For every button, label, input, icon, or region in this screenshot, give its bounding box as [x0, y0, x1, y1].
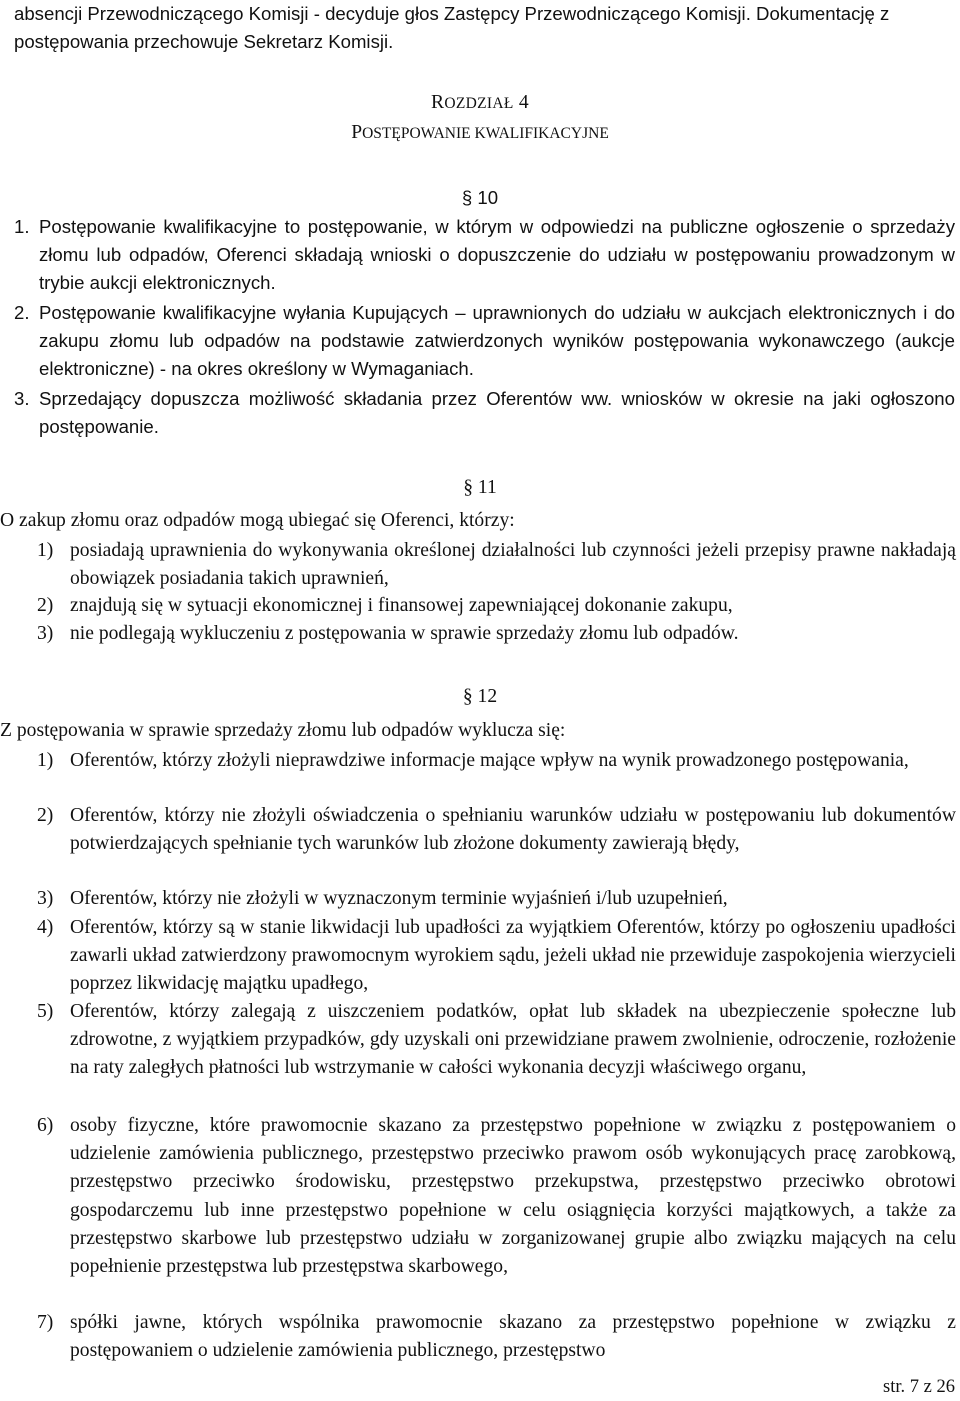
section-11-item-1: [37, 537, 956, 593]
item-number: 3): [37, 888, 54, 909]
point-text: Sprzedający dopuszcza możliwość składania przez Oferentów ww. wniosków w okresie na jaki ogłoszono postępowanie.: [39, 388, 955, 438]
item-text: Oferentów, którzy są w stanie likwidacji lub upadłości za wyjątkiem Oferentów, którzy po ogłoszeniu upadłości zawarli układ zatwierdzony prawomocnym wyrokiem sądu, jeżeli układ nie przewiduje zaspokojenia wierzycieli poprzez likwidację majątku upadłego,: [70, 917, 956, 995]
item-number: 4): [37, 917, 54, 938]
item-number: 5): [37, 1001, 54, 1022]
item-number: 7): [37, 1312, 54, 1333]
chapter-number: 4: [518, 92, 529, 113]
section-12-lead: Z postępowania w sprawie sprzedaży złomu lub odpadów wyklucza się:: [0, 720, 566, 741]
item-text: Oferentów, którzy nie złożyli w wyznaczonym terminie wyjaśnień i/lub uzupełnień,: [70, 888, 728, 909]
page-number: str. 7 z 26: [883, 1377, 955, 1397]
item-text: osoby fizyczne, które prawomocnie skazano za przestępstwo popełnione w związku z postępowaniem o udzielenie zamówienia publicznego, przestępstwo przeciwko prawom osób wykonujących pracę zarobkową, przestępstwo przeciwko środowisku, przestępstwo przekupstwa, przestępstwo przeciwko obrotowi gospodarczemu lub inne przestępstwo popełnione w celu osiągnięcia korzyści majątkowych, a także za przestępstwo skarbowe lub przestępstwo udziału w zorganizowanej grupie albo związku mających na celu popełnienie przestępstwa lub przestępstwa skarbowego,: [70, 1115, 956, 1278]
intro-paragraph: absencji Przewodniczącego Komisji - decyduje głos Zastępcy Przewodniczącego Komisji. Dokumentację z postępowania przechowuje Sekretarz Komisji.: [14, 3, 890, 53]
item-text: nie podlegają wykluczeniu z postępowania w sprawie sprzedaży złomu lub odpadów.: [70, 623, 739, 644]
section-11-heading: § 11: [463, 477, 497, 498]
section-11-item-3: [37, 620, 956, 648]
item-text: Oferentów, którzy złożyli nieprawdziwe informacje mające wpływ na wynik prowadzonego postępowania,: [70, 750, 909, 771]
point-number: 2.: [14, 302, 30, 323]
item-number: 1): [37, 540, 54, 561]
item-text: Oferentów, którzy nie złożyli oświadczenia o spełnianiu warunków udziału w postępowaniu lub dokumentów potwierdzających spełnianie tych warunków lub złożone dokumenty zawierają błędy,: [70, 805, 956, 855]
section-12-item-2: [37, 802, 956, 858]
chapter-title-initial: P: [351, 122, 363, 143]
section-12-item-1: [37, 747, 956, 775]
item-number: 3): [37, 623, 54, 644]
item-number: 2): [37, 595, 54, 616]
section-12-item-6: [37, 1112, 956, 1281]
point-text: Postępowanie kwalifikacyjne to postępowanie, w którym w odpowiedzi na publiczne ogłoszenie o sprzedaży złomu lub odpadów, Oferenci składają wnioski o dopuszczenie do udziału w postępowaniu prowadzonym w trybie aukcji elektronicznych.: [39, 216, 955, 294]
section-12-item-3: [37, 885, 956, 913]
item-text: spółki jawne, których wspólnika prawomocnie skazano za przestępstwo popełnione w związku z postępowaniem o udzielenie zamówienia publicznego, przestępstwo: [70, 1312, 956, 1362]
section-11-lead: O zakup złomu oraz odpadów mogą ubiegać się Oferenci, którzy:: [0, 510, 515, 531]
section-10-point-1: [14, 213, 955, 298]
item-text: posiadają uprawnienia do wykonywania określonej działalności lub czynności jeżeli przepisy prawne nakładają obowiązek posiadania takich uprawnień,: [70, 540, 956, 590]
chapter-heading: [0, 89, 960, 118]
section-10-point-3: [14, 385, 955, 441]
section-12-heading: § 12: [462, 686, 498, 707]
chapter-title-rest: OSTĘPOWANIE KWALIFIKACYJNE: [362, 125, 609, 142]
section-12-item-4: [37, 914, 956, 999]
item-number: 1): [37, 750, 54, 771]
point-number: 3.: [14, 388, 30, 409]
chapter-label-initial: R: [431, 92, 445, 113]
section-11-item-2: [37, 592, 956, 620]
chapter-title: [0, 119, 960, 148]
item-number: 2): [37, 805, 54, 826]
item-text: Oferentów, którzy zalegają z uiszczeniem podatków, opłat lub składek na ubezpieczenie społeczne lub zdrowotne, z wyjątkiem przypadków, gdy uzyskali oni przewidziane prawem zwolnienie, odroczenie, rozłożenie na raty zaległych płatności lub wstrzymanie w całości wykonania decyzji właściwego organu,: [70, 1001, 956, 1079]
section-12-item-7: [37, 1309, 956, 1365]
section-10-heading: § 10: [461, 187, 499, 208]
point-number: 1.: [14, 216, 30, 237]
section-12-item-5: [37, 998, 956, 1083]
item-text: znajdują się w sytuacji ekonomicznej i finansowej zapewniającej dokonanie zakupu,: [70, 595, 733, 616]
section-10-point-2: [14, 299, 955, 384]
item-number: 6): [37, 1115, 54, 1136]
chapter-label-rest: OZDZIAŁ: [444, 95, 514, 112]
point-text: Postępowanie kwalifikacyjne wyłania Kupujących – uprawnionych do udziału w aukcjach elektronicznych i do zakupu złomu lub odpadów na podstawie zatwierdzonych wyników postępowania wykonawczego (aukcje elektroniczne) - na okres określony w Wymaganiach.: [39, 302, 955, 380]
